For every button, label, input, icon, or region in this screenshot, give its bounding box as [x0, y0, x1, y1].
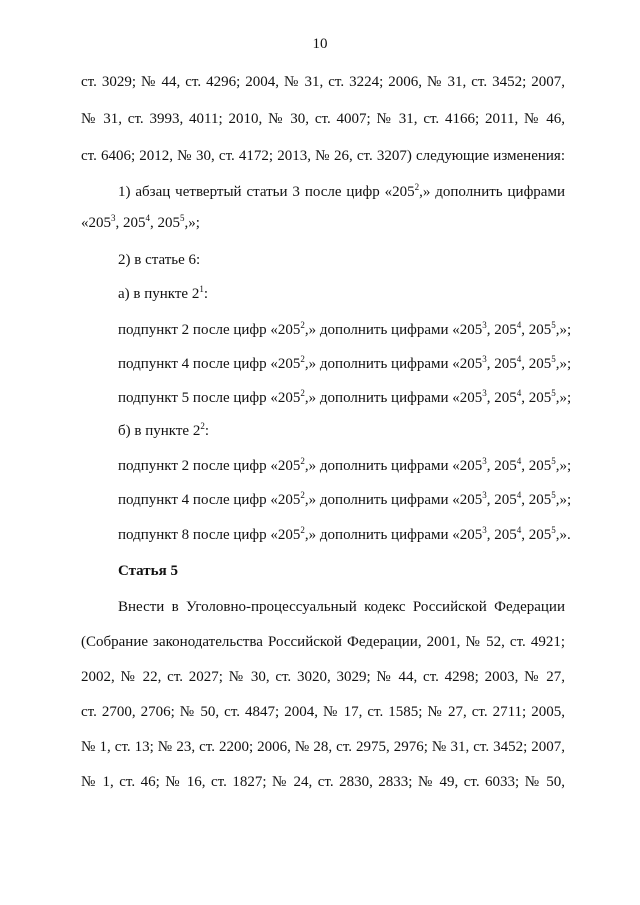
text-fragment: ,»;: [555, 356, 572, 372]
text-line: № 1, ст. 13; № 23, ст. 2200; 2006, № 28, ст. 2975, 2976; № 31, ст. 3452; 2007,: [81, 739, 565, 755]
superscript: 2: [300, 320, 305, 330]
text-fragment: 1) абзац четвертый статьи 3 после цифр «205: [118, 184, 415, 200]
superscript: 3: [111, 213, 116, 223]
superscript: 5: [551, 354, 556, 364]
superscript: 4: [516, 525, 522, 535]
text-fragment: подпункт 4 после цифр «205: [118, 356, 301, 372]
text-fragment: ,» дополнить цифрами «205: [304, 492, 483, 508]
text-fragment: подпункт 8 после цифр «205: [118, 527, 301, 543]
subitem-line: [118, 525, 602, 545]
superscript: 2: [300, 388, 305, 398]
text-fragment: , 205: [521, 322, 552, 338]
text-fragment: , 205: [486, 322, 517, 338]
text-fragment: , 205: [521, 527, 552, 543]
text-line: ст. 6406; 2012, № 30, ст. 4172; 2013, № 26, ст. 3207) следующие изменения:: [81, 148, 565, 164]
text-fragment: подпункт 5 после цифр «205: [118, 390, 301, 406]
superscript: 4: [516, 320, 522, 330]
text-fragment: ,» дополнить цифрами: [419, 184, 565, 200]
superscript: 2: [300, 456, 305, 466]
text-fragment: , 205: [486, 356, 517, 372]
text-fragment: :: [204, 423, 209, 439]
superscript: 3: [482, 354, 487, 364]
text-fragment: ,» дополнить цифрами «205: [304, 458, 483, 474]
superscript: 4: [516, 354, 522, 364]
superscript: 3: [482, 388, 487, 398]
subitem-line: [118, 490, 602, 510]
text-fragment: ,»;: [555, 390, 572, 406]
text-fragment: подпункт 4 после цифр «205: [118, 492, 301, 508]
text-fragment: ,» дополнить цифрами «205: [304, 356, 483, 372]
article-heading: Статья 5: [118, 563, 178, 579]
text-fragment: , 205: [486, 458, 517, 474]
superscript: 3: [482, 490, 487, 500]
text-fragment: ,»;: [555, 322, 572, 338]
text-fragment: :: [203, 286, 209, 302]
superscript: 3: [482, 525, 487, 535]
text-fragment: ,» дополнить цифрами «205: [304, 527, 483, 543]
superscript: 2: [300, 354, 305, 364]
superscript: 5: [551, 320, 556, 330]
superscript: 3: [482, 320, 487, 330]
superscript: 5: [551, 456, 556, 466]
superscript: 5: [551, 525, 556, 535]
text-line: Внести в Уголовно-процессуальный кодекс Российской Федерации: [118, 599, 565, 615]
subitem-line: [118, 456, 602, 476]
text-fragment: , 205: [521, 492, 552, 508]
text-fragment: , 205: [486, 492, 517, 508]
text-fragment: ,» дополнить цифрами «205: [304, 390, 483, 406]
text-fragment: ,»;: [555, 458, 572, 474]
text-fragment: ,»;: [184, 215, 200, 231]
text-line: ст. 3029; № 44, ст. 4296; 2004, № 31, ст. 3224; 2006, № 31, ст. 3452; 2007,: [81, 74, 565, 90]
text-fragment: , 205: [521, 390, 552, 406]
superscript: 1: [199, 284, 204, 294]
superscript: 2: [300, 525, 305, 535]
text-fragment: ,»;: [555, 492, 572, 508]
text-fragment: , 205: [486, 527, 517, 543]
superscript: 5: [551, 388, 556, 398]
superscript: 2: [300, 490, 305, 500]
text-fragment: а) в пункте 2: [118, 286, 200, 302]
superscript: 4: [516, 388, 522, 398]
list-item-2: 2) в статье 6:: [118, 252, 201, 268]
text-fragment: ,» дополнить цифрами «205: [304, 322, 483, 338]
subitem-line: [118, 354, 602, 374]
list-item-1: [118, 182, 565, 202]
text-fragment: , 205: [115, 215, 146, 231]
superscript: 4: [516, 456, 522, 466]
text-fragment: ,».: [555, 527, 571, 543]
text-fragment: «205: [81, 215, 111, 231]
text-line: № 31, ст. 3993, 4011; 2010, № 30, ст. 4007; № 31, ст. 4166; 2011, № 46,: [81, 111, 565, 127]
page-number: 10: [312, 36, 328, 52]
text-line: ст. 2700, 2706; № 50, ст. 4847; 2004, № 17, ст. 1585; № 27, ст. 2711; 2005,: [81, 704, 565, 720]
text-fragment: , 205: [521, 458, 552, 474]
list-item-a: [118, 284, 602, 304]
text-line: (Собрание законодательства Российской Федерации, 2001, № 52, ст. 4921;: [81, 634, 565, 650]
superscript: 2: [414, 182, 420, 192]
superscript: 4: [516, 490, 522, 500]
text-fragment: , 205: [521, 356, 552, 372]
text-fragment: подпункт 2 после цифр «205: [118, 458, 301, 474]
superscript: 5: [180, 213, 185, 223]
superscript: 4: [145, 213, 150, 223]
text-fragment: , 205: [486, 390, 517, 406]
list-item-b: [118, 421, 602, 441]
superscript: 2: [200, 421, 205, 431]
text-line: № 1, ст. 46; № 16, ст. 1827; № 24, ст. 2830, 2833; № 49, ст. 6033; № 50,: [81, 774, 565, 790]
text-fragment: , 205: [150, 215, 180, 231]
subitem-line: [118, 320, 602, 340]
text-fragment: подпункт 2 после цифр «205: [118, 322, 301, 338]
text-fragment: б) в пункте 2: [118, 423, 201, 439]
list-item-1-continuation: [81, 213, 565, 233]
superscript: 5: [551, 490, 556, 500]
text-line: 2002, № 22, ст. 2027; № 30, ст. 3020, 3029; № 44, ст. 4298; 2003, № 27,: [81, 669, 565, 685]
subitem-line: [118, 388, 602, 408]
superscript: 3: [482, 456, 487, 466]
